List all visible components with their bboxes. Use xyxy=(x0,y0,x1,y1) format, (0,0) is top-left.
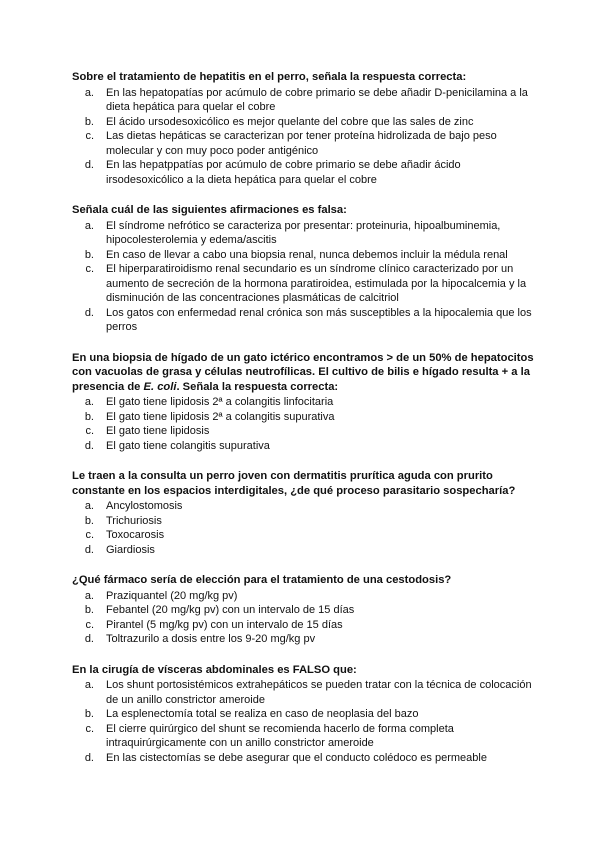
option-letter: d. xyxy=(84,439,94,452)
option-text: El gato tiene colangitis supurativa xyxy=(106,439,270,452)
option-6c xyxy=(72,722,540,751)
option-2a xyxy=(72,219,540,248)
option-letter: b. xyxy=(84,604,94,616)
option-text: Los gatos con enfermedad renal crónica son más susceptibles a la hipocalemia que los perros xyxy=(106,306,532,333)
option-2b xyxy=(72,248,540,263)
option-4a xyxy=(72,499,540,514)
question-1-options xyxy=(72,86,540,188)
option-text: Los shunt portosistémicos extrahepáticos se pueden tratar con la técnica de colocación de un anillo constrictor ameroide xyxy=(106,679,532,706)
question-3-title-organism: E. coli xyxy=(143,380,177,393)
question-3 xyxy=(72,351,540,454)
question-1 xyxy=(72,70,540,187)
option-text: Toxocarosis xyxy=(106,529,165,541)
option-1c xyxy=(72,129,540,158)
question-2-title: Señala cuál de las siguientes afirmaciones es falsa: xyxy=(72,204,347,216)
option-text: Pirantel (5 mg/kg pv) con un intervalo de 15 días xyxy=(106,618,343,631)
option-letter: a. xyxy=(84,86,94,99)
option-text: En caso de llevar a cabo una biopsia renal, nunca debemos incluir la médula renal xyxy=(106,248,508,261)
question-6-options xyxy=(72,678,540,765)
option-6a xyxy=(72,678,540,707)
option-letter: d. xyxy=(84,159,94,171)
option-letter: c. xyxy=(85,425,94,437)
question-4-title: Le traen a la consulta un perro joven con dermatitis prurítica aguda con prurito constante en los espacios interdigitales, ¿de qué proceso parasitario sospecharía? xyxy=(72,470,516,497)
option-letter: a. xyxy=(84,679,94,691)
option-text: El gato tiene lipidosis xyxy=(106,425,210,437)
option-text: Febantel (20 mg/kg pv) con un intervalo de 15 días xyxy=(106,604,355,616)
question-6 xyxy=(72,663,540,766)
option-letter: a. xyxy=(84,500,94,512)
option-6b xyxy=(72,707,540,722)
question-3-options xyxy=(72,395,540,453)
option-text: La esplenectomía total se realiza en caso de neoplasia del bazo xyxy=(106,708,419,720)
option-text: El gato tiene lipidosis 2ª a colangitis linfocitaria xyxy=(106,396,334,408)
option-text: El cierre quirúrgico del shunt se recomienda hacerlo de forma completa intraquirúrgicamente con un anillo constrictor ameroide xyxy=(106,722,454,749)
option-text: Ancylostomosis xyxy=(106,500,183,512)
option-letter: d. xyxy=(84,306,94,319)
question-2 xyxy=(72,203,540,335)
option-3c xyxy=(72,424,540,439)
option-5a xyxy=(72,589,540,604)
option-4b xyxy=(72,514,540,529)
question-4 xyxy=(72,469,540,557)
option-text: El gato tiene lipidosis 2ª a colangitis supurativa xyxy=(106,410,335,423)
option-text: El ácido ursodesoxicólico es mejor quelante del cobre que las sales de zinc xyxy=(106,115,474,128)
option-text: Praziquantel (20 mg/kg pv) xyxy=(106,589,238,602)
question-5-title: ¿Qué fármaco sería de elección para el tratamiento de una cestodosis? xyxy=(72,574,452,586)
question-4-options xyxy=(72,499,540,557)
option-letter: c. xyxy=(85,263,94,275)
option-letter: a. xyxy=(84,219,94,232)
question-3-title xyxy=(72,351,540,395)
option-text: Trichuriosis xyxy=(106,514,162,527)
option-text: En las cistectomías se debe asegurar que el conducto colédoco es permeable xyxy=(106,751,487,764)
question-6-title: En la cirugía de vísceras abdominales es FALSO que: xyxy=(72,663,357,676)
option-letter: b. xyxy=(84,115,94,128)
option-3a xyxy=(72,395,540,410)
option-6d xyxy=(72,751,540,766)
option-text: Toltrazurilo a dosis entre los 9-20 mg/kg pv xyxy=(106,633,316,645)
option-1d xyxy=(72,158,540,187)
option-2d xyxy=(72,306,540,335)
option-3b xyxy=(72,410,540,425)
question-5-options xyxy=(72,589,540,647)
question-1-title: Sobre el tratamiento de hepatitis en el perro, señala la respuesta correcta: xyxy=(72,71,467,83)
option-5b xyxy=(72,603,540,618)
option-text: El hiperparatiroidismo renal secundario es un síndrome clínico caracterizado por un aumento de secreción de la hormona paratiroidea, estimulada por la hipocalcemia y la disminución de las concentraciones plasmáticas de calcitriol xyxy=(106,263,527,304)
option-5c xyxy=(72,618,540,633)
option-letter: c. xyxy=(85,529,94,541)
option-letter: b. xyxy=(84,514,94,527)
option-letter: d. xyxy=(84,751,94,764)
option-3d xyxy=(72,439,540,454)
option-letter: b. xyxy=(84,410,94,423)
option-text: En las hepatopatías por acúmulo de cobre primario se debe añadir D-penicilamina a la dieta hepática para quelar el cobre xyxy=(106,86,528,113)
option-letter: a. xyxy=(84,396,94,408)
question-3-title-part-3: . Señala la respuesta correcta: xyxy=(176,380,339,393)
option-text: En las hepatppatías por acúmulo de cobre primario se debe añadir ácido irsodesoxicólico a la dieta hepática para quelar el cobre xyxy=(106,159,461,186)
option-1b xyxy=(72,115,540,130)
option-letter: b. xyxy=(84,708,94,720)
option-letter: b. xyxy=(84,248,94,261)
option-text: Las dietas hepáticas se caracterizan por tener proteína hidrolizada de bajo peso molecular y con muy poco poder antigénico xyxy=(106,130,497,157)
option-4d xyxy=(72,543,540,558)
option-letter: a. xyxy=(84,589,94,602)
option-4c xyxy=(72,528,540,543)
question-5 xyxy=(72,573,540,647)
question-3-title-part-1: En una biopsia de hígado de un gato ictérico encontramos > de un 50% de hepatocitos con vacuolas de grasa y células neutrofílicas. El cultivo de bilis e hígado resulta + a la presencia de xyxy=(72,351,534,393)
option-letter: d. xyxy=(84,633,94,645)
option-5d xyxy=(72,632,540,647)
option-letter: c. xyxy=(85,722,94,735)
option-text: El síndrome nefrótico se caracteriza por presentar: proteinuria, hipoalbuminemia, hipocolesterolemia y edema/ascitis xyxy=(106,219,501,246)
option-letter: c. xyxy=(85,618,94,631)
option-letter: c. xyxy=(85,130,94,142)
question-2-options xyxy=(72,219,540,335)
option-text: Giardiosis xyxy=(106,543,155,556)
option-letter: d. xyxy=(84,543,94,556)
option-1a xyxy=(72,86,540,115)
option-2c xyxy=(72,262,540,306)
